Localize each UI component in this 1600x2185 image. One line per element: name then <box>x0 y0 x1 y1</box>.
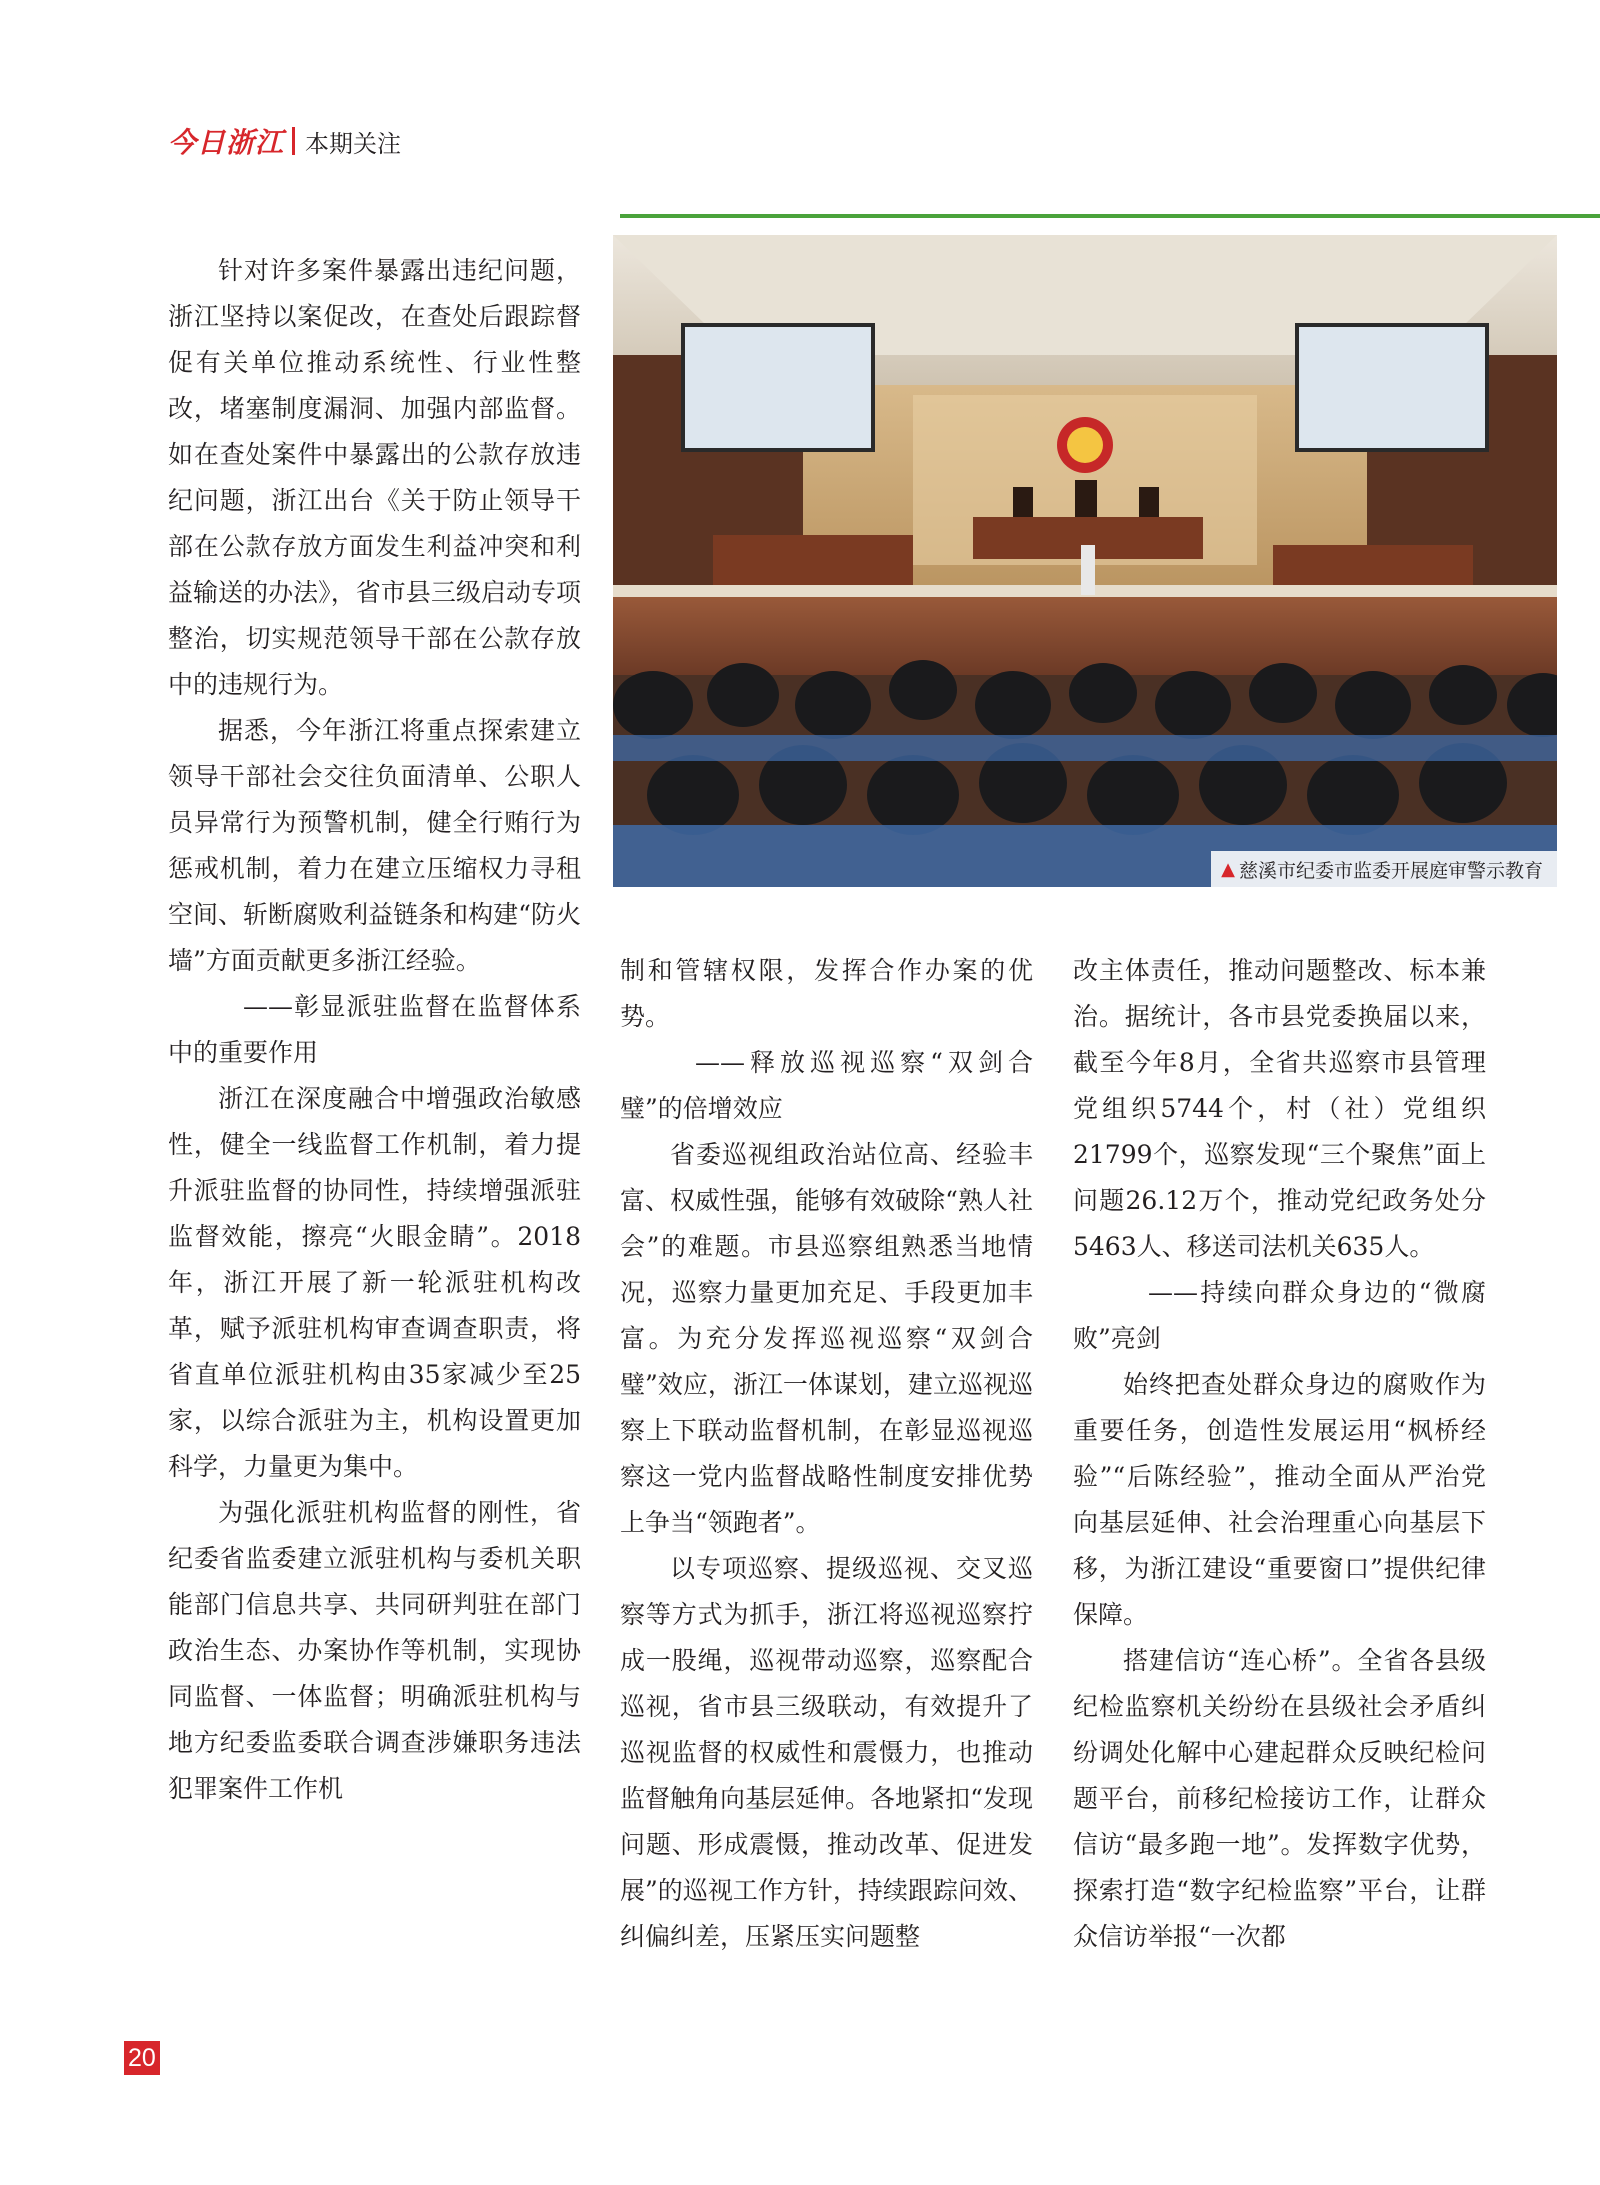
text-column-1 <box>168 248 581 1812</box>
courtroom-photo <box>613 235 1557 887</box>
page-number: 20 <box>124 2041 160 2075</box>
paragraph: 省委巡视组政治站位高、经验丰富、权威性强，能够有效破除“熟人社会”的难题。市县巡察组熟悉当地情况，巡察力量更加充足、手段更加丰富。为充分发挥巡视巡察“双剑合璧”效应，浙江一体谋划，建立巡视巡察上下联动监督机制，在彰显巡视巡察这一党内监督战略性制度安排优势上争当“领跑者”。 <box>620 1140 1033 1537</box>
header-divider <box>292 127 295 155</box>
magazine-logo: 今日浙江 <box>168 126 285 159</box>
subheading: ——彰显派驻监督在监督体系中的重要作用 <box>168 992 581 1067</box>
paragraph: 针对许多案件暴露出违纪问题，浙江坚持以案促改，在查处后跟踪督促有关单位推动系统性、行业性整改，堵塞制度漏洞、加强内部监督。如在查处案件中暴露出的公款存放违纪问题，浙江出台《关于防止领导干部在公款存放方面发生利益冲突和利益输送的办法》，省市县三级启动专项整治，切实规范领导干部在公款存放中的违规行为。 <box>168 256 581 699</box>
subheading: ——释放巡视巡察“双剑合璧”的倍增效应 <box>620 1048 1033 1123</box>
text-column-3 <box>1073 948 1486 1960</box>
photo-caption <box>1211 851 1557 887</box>
courtroom-illustration <box>613 235 1557 887</box>
text-column-2 <box>620 948 1033 1960</box>
paragraph: 始终把查处群众身边的腐败作为重要任务，创造性发展运用“枫桥经验”“后陈经验”，推动全面从严治党向基层延伸、社会治理重心向基层下移，为浙江建设“重要窗口”提供纪律保障。 <box>1073 1370 1486 1629</box>
green-rule <box>620 214 1600 218</box>
caption-triangle-icon: ▲ <box>1221 858 1235 880</box>
caption-text: 慈溪市纪委市监委开展庭审警示教育 <box>1238 859 1543 882</box>
section-title: 本期关注 <box>305 129 402 158</box>
paragraph: 搭建信访“连心桥”。全省各县级纪检监察机关纷纷在县级社会矛盾纠纷调处化解中心建起群众反映纪检问题平台，前移纪检接访工作，让群众信访“最多跑一地”。发挥数字优势，探索打造“数字纪检监察”平台，让群众信访举报“一次都 <box>1073 1646 1486 1951</box>
subheading: ——持续向群众身边的“微腐败”亮剑 <box>1073 1278 1486 1353</box>
paragraph: 据悉，今年浙江将重点探索建立领导干部社会交往负面清单、公职人员异常行为预警机制，健全行贿行为惩戒机制，着力在建立压缩权力寻租空间、斩断腐败利益链条和构建“防火墙”方面贡献更多浙江经验。 <box>168 716 581 975</box>
paragraph: 以专项巡察、提级巡视、交叉巡察等方式为抓手，浙江将巡视巡察拧成一股绳，巡视带动巡察，巡察配合巡视，省市县三级联动，有效提升了巡视监督的权威性和震慑力，也推动监督触角向基层延伸。各地紧扣“发现问题、形成震慑，推动改革、促进发展”的巡视工作方针，持续跟踪问效、纠偏纠差，压紧压实问题整 <box>620 1554 1033 1951</box>
paragraph: 制和管辖权限，发挥合作办案的优势。 <box>620 956 1033 1031</box>
paragraph: 浙江在深度融合中增强政治敏感性，健全一线监督工作机制，着力提升派驻监督的协同性，持续增强派驻监督效能，擦亮“火眼金睛”。2018年，浙江开展了新一轮派驻机构改革，赋予派驻机构审查调查职责，将省直单位派驻机构由35家减少至25家，以综合派驻为主，机构设置更加科学，力量更为集中。 <box>168 1084 581 1481</box>
page-header <box>168 124 401 158</box>
paragraph: 为强化派驻机构监督的刚性，省纪委省监委建立派驻机构与委机关职能部门信息共享、共同研判驻在部门政治生态、办案协作等机制，实现协同监督、一体监督；明确派驻机构与地方纪委监委联合调查涉嫌职务违法犯罪案件工作机 <box>168 1498 581 1803</box>
paragraph: 改主体责任，推动问题整改、标本兼治。据统计，各市县党委换届以来，截至今年8月，全省共巡察市县管理党组织5744个，村（社）党组织21799个，巡察发现“三个聚焦”面上问题26.12万个，推动党纪政务处分5463人、移送司法机关635人。 <box>1073 956 1486 1261</box>
